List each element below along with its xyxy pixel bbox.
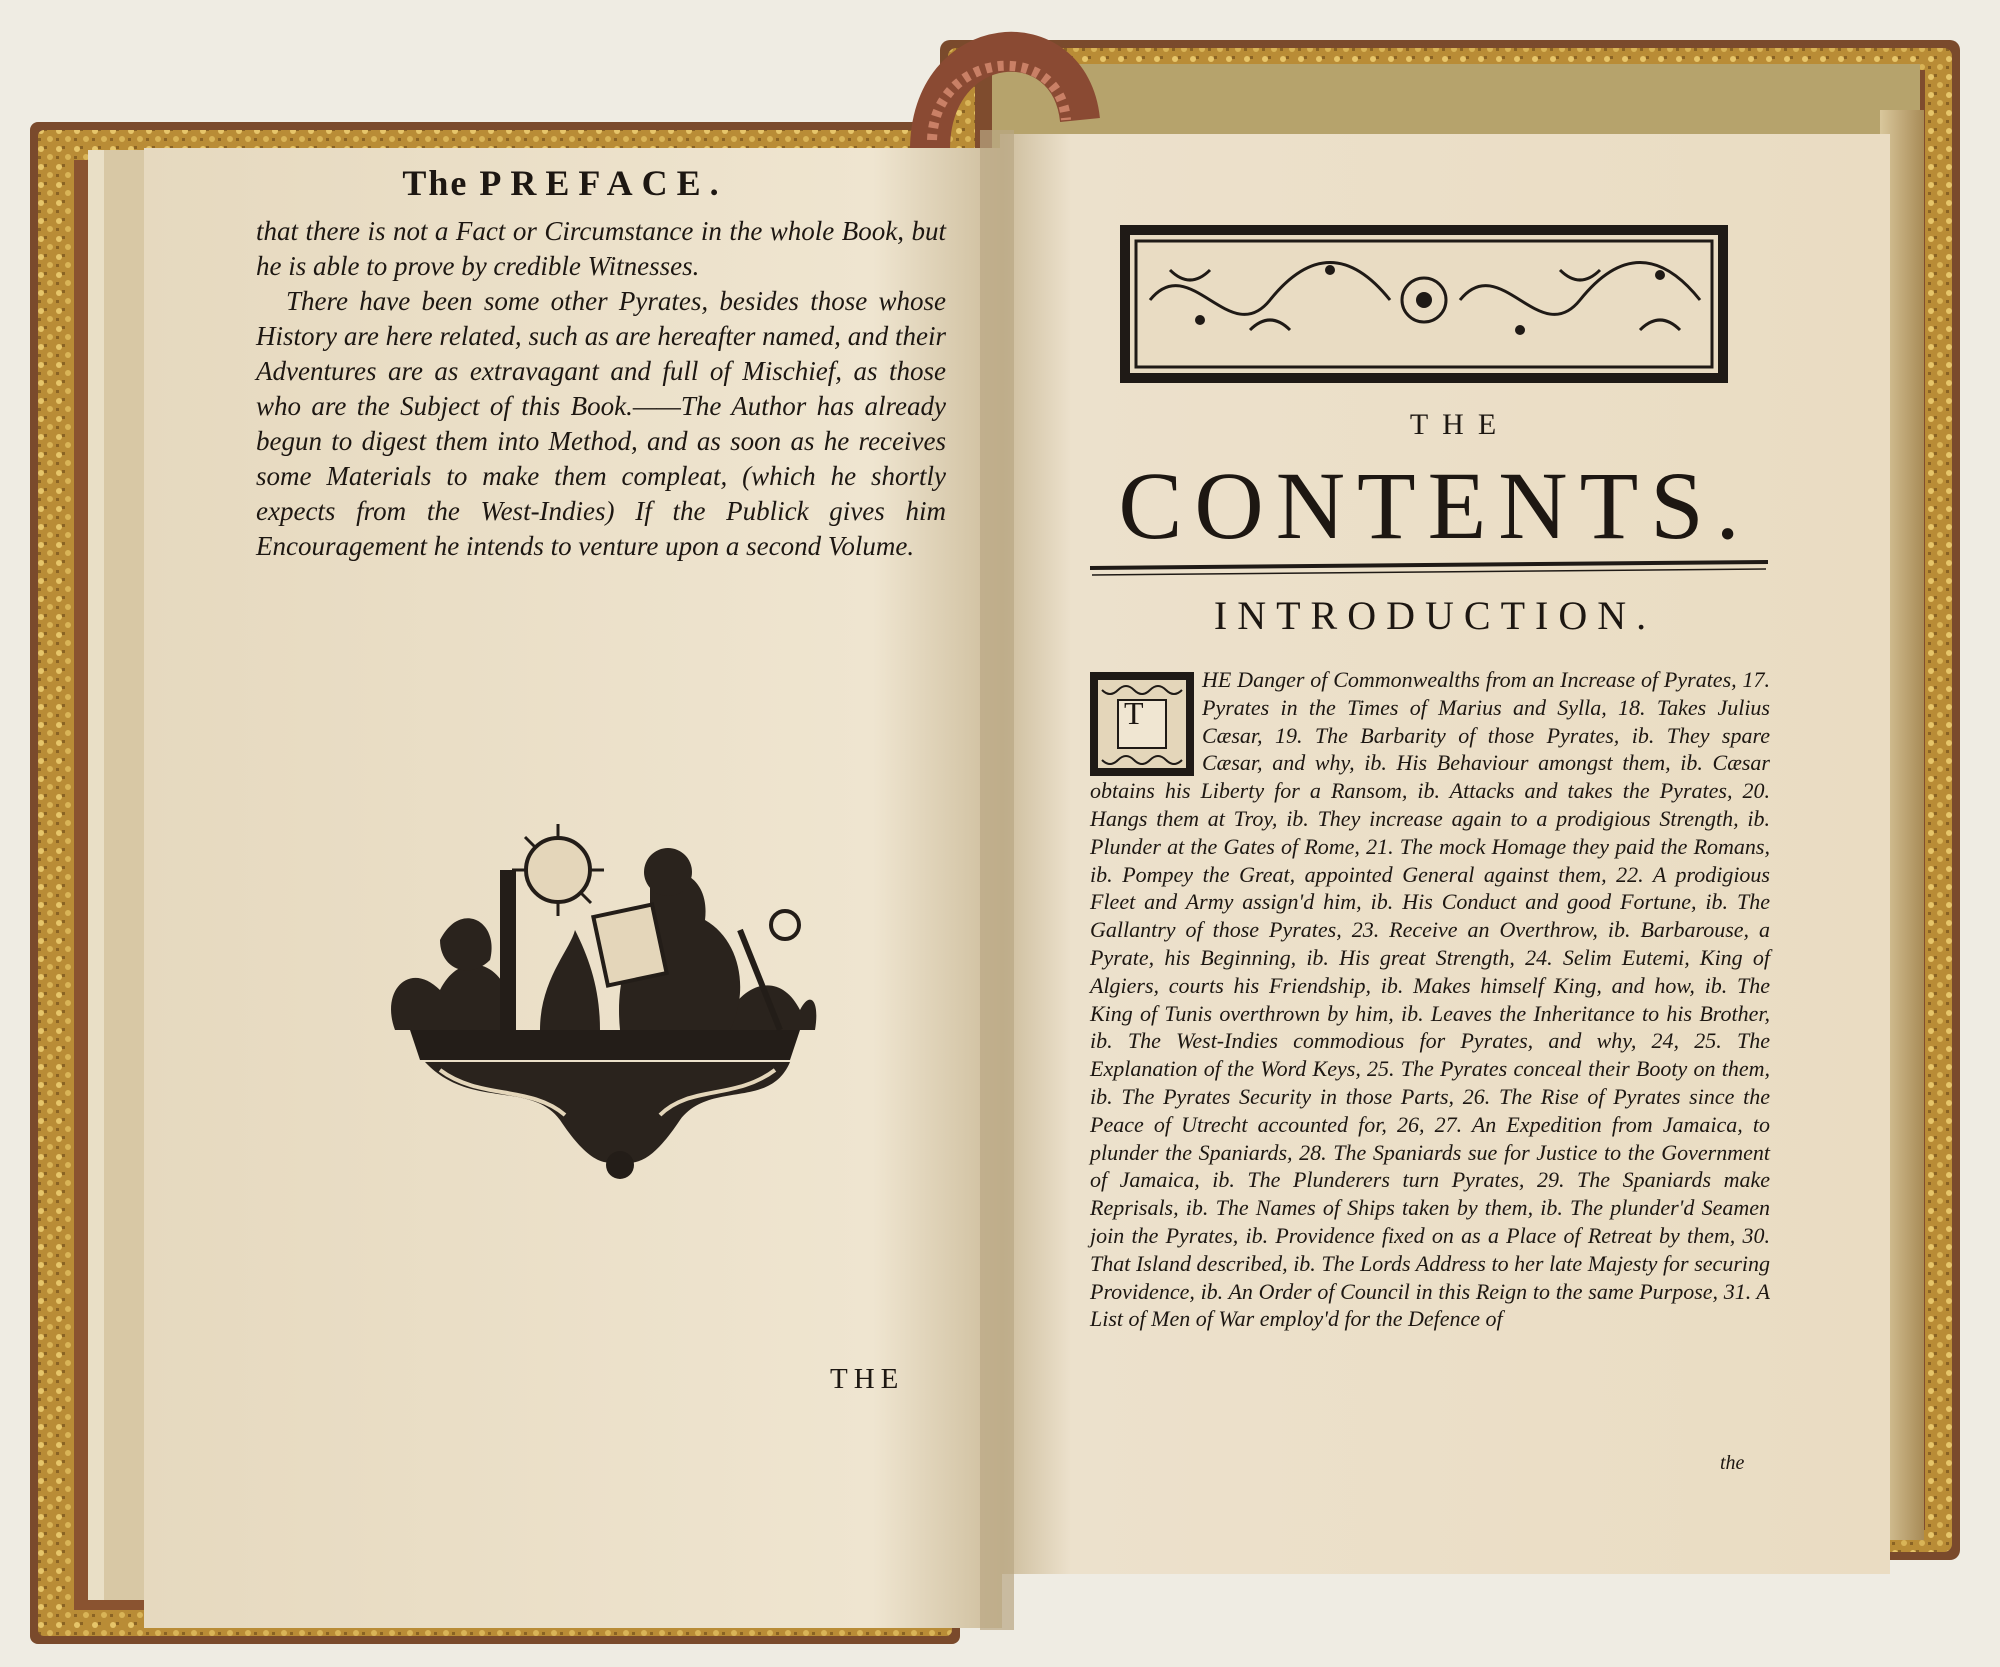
section-heading: INTRODUCTION. [1213, 593, 1657, 638]
preface-text [256, 214, 946, 564]
running-head [160, 162, 970, 204]
running-head-prefix: The [402, 163, 469, 203]
contents-prefix: THE [1409, 408, 1511, 441]
drop-cap-letter: T [1124, 695, 1144, 731]
preface-paragraph: There have been some other Pyrates, besides those whose History are here related, such as are hereafter named, and their Adventures are as extravagant and full of Mischief, as those who are the Subject of this Book.——The Author has already begun to digest them into Method, and as soon as he receives some Materials to make them compleat, (which he shortly expects from the West-Indies) If the Publick gives him Encouragement he intends to venture upon a second Volume. [256, 286, 946, 561]
contents-entry-text: HE Danger of Commonwealths from an Increase of Pyrates, 17. Pyrates in the Times of Marius and Sylla, 18. Takes Julius Cæsar, 19. The Barbarity of those Pyrates, ib. They spare Cæsar, and why, ib. His Behaviour amongst them, ib. Cæsar obtains his Liberty for a Ransom, ib. Attacks and takes the Pyrates, 20. Hangs them at Troy, ib. They increase again to a prodigious Strength, ib. Plunder at the Gates of Rome, 21. The mock Homage they paid the Romans, ib. Pompey the Great, appointed General against them, 22. A prodigious Fleet and Army assign'd him, ib. His Conduct and good Fortune, ib. The Gallantry of those Pyrates, 23. Receive an Overthrow, ib. Barbarouse, a Pyrate, his Beginning, ib. His great Strength, 24. Selim Eutemi, King of Algiers, courts his Friendship, ib. Makes himself King, and how, ib. The King of Tunis overthrown by him, ib. Leaves the Inheritance to his Brother, ib. The West-Indies commodious for Pyrates, and why, 24, 25. The Explanation of the Word Keys, 25. The Pyrates conceal their Booty on them, ib. The Pyrates Security in those Parts, 26. The Rise of Pyrates since the Peace of Utrecht accounted for, 26, 27. An Expedition from Jamaica, to plunder the Spaniards, 28. The Spaniards sue for Justice to the Government of Jamaica, ib. The Plunderers turn Pyrates, 29. The Spaniards make Reprisals, ib. The Names of Ships taken by them, ib. The plunder'd Seamen join the Pyrates, ib. Providence fixed on as a Place of Retreat by them, 30. That Island described, ib. The Lords Address to her late Majesty for securing Providence, ib. An Order of Council in this Reign to the same Purpose, 31. A List of Men of War employ'd for the Defence of [1090, 667, 1770, 1332]
contents-entries [1090, 666, 1770, 1333]
drop-cap [1090, 666, 1202, 766]
left-page [160, 148, 1000, 1618]
running-head-word: PREFACE. [479, 163, 728, 203]
preface-paragraph: that there is not a Fact or Circumstance in the whole Book, but he is able to prove by credible Witnesses. [256, 216, 946, 281]
catchword: the [1720, 1452, 1745, 1474]
contents-title: CONTENTS. [1118, 452, 1752, 559]
catchword: THE [830, 1363, 905, 1395]
right-page [1000, 140, 1900, 1560]
